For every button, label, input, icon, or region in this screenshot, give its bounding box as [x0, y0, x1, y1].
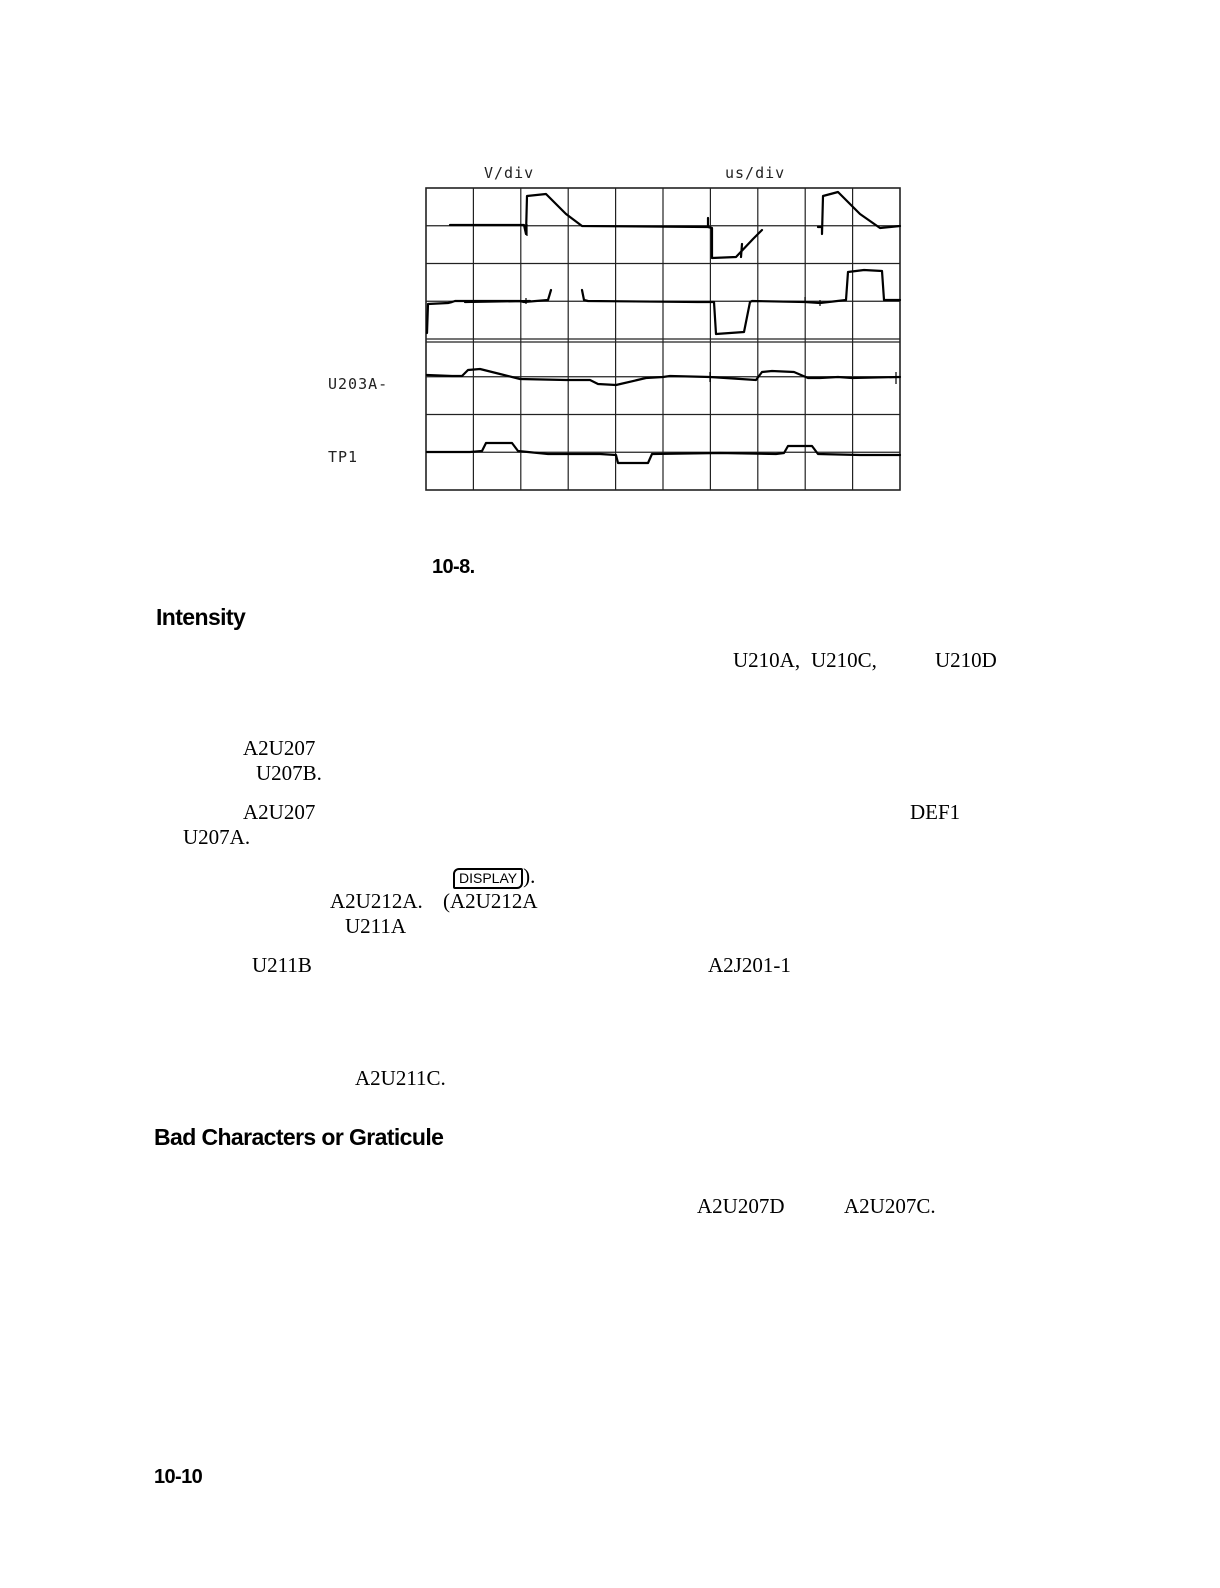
section-heading-intensity: Intensity — [156, 604, 246, 630]
time-per-div-label: us/div — [725, 164, 786, 182]
ref-a2u212a-paren: (A2U212A — [443, 889, 538, 913]
ref-u211b: U211B — [252, 953, 312, 977]
ref-a2j201: A2J201-1 — [708, 953, 791, 977]
ref-u207b: U207B. — [256, 761, 322, 785]
display-key: DISPLAY — [453, 868, 523, 889]
ref-u211a: U211A — [345, 914, 407, 938]
display-key-reference — [453, 864, 535, 889]
ref-def1: DEF1 — [910, 800, 961, 824]
trace-1 — [450, 192, 900, 258]
graticule — [426, 188, 900, 490]
oscilloscope-display — [420, 184, 904, 494]
ref-u207a: U207A. — [183, 825, 251, 849]
ref-a2u212a: A2U212A. — [330, 889, 423, 913]
ref-a2u207-1: A2U207 — [243, 736, 316, 760]
display-key-close: ). — [523, 864, 536, 888]
channel-label-u203a: U203A- — [328, 375, 389, 393]
channel-label-tp1: TP1 — [328, 448, 359, 466]
ref-a2u207-2: A2U207 — [243, 800, 316, 824]
ref-u210c: U210C, — [811, 648, 877, 672]
ref-a2u211c: A2U211C. — [355, 1066, 446, 1090]
volts-per-div-label: V/div — [484, 164, 535, 182]
figure-number: 10-8. — [432, 556, 475, 578]
ref-u210d: U210D — [935, 648, 997, 672]
page-number: 10-10 — [154, 1466, 203, 1488]
section-heading-bad-characters: Bad Characters or Graticule — [154, 1124, 444, 1150]
ref-a2u207c: A2U207C. — [844, 1194, 936, 1218]
ref-a2u207d: A2U207D — [697, 1194, 785, 1218]
ref-u210a: U210A, — [733, 648, 801, 672]
